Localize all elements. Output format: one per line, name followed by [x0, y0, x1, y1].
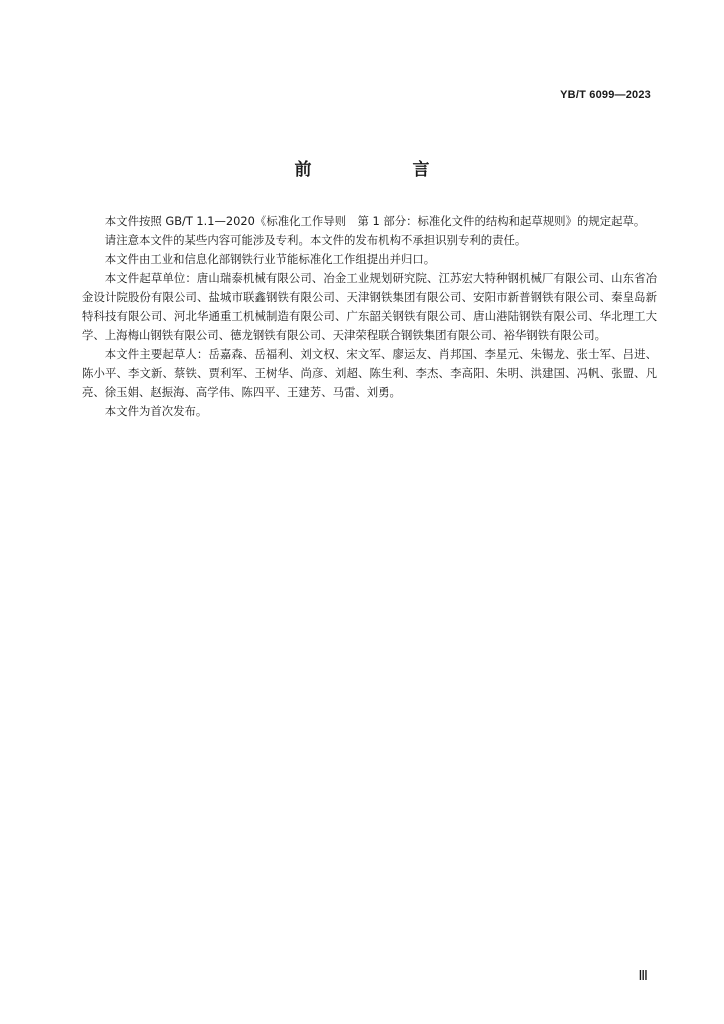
paragraph-patent-notice: 请注意本文件的某些内容可能涉及专利。本文件的发布机构不承担识别专利的责任。	[104, 233, 527, 247]
paragraph-proposer: 本文件由工业和信息化部钢铁行业节能标准化工作组提出并归口。	[104, 252, 436, 266]
paragraph-drafting-units: 本文件起草单位：唐山瑞泰机械有限公司、冶金工业规划研究院、江苏宏大特种钢机械厂有限公司、山东省冶金设计院股份有限公司、盐城市联鑫钢铁有限公司、天津钢铁集团有限公司、安阳市新普钢铁有限公司、秦皇岛新特科技有限公司、河北华通重工机械制造有限公司、广东韶关钢铁有限公司、唐山港陆钢铁有限公司、华北理工大学、上海梅山钢铁有限公司、德龙钢铁有限公司、天津荣程联合钢铁集团有限公司、裕华钢铁有限公司。	[82, 271, 657, 342]
page-number: Ⅲ	[638, 969, 648, 984]
paragraph-drafting-rules: 本文件按照 GB/T 1.1—2020《标准化工作导则 第 1 部分：标准化文件的结构和起草规则》的规定起草。	[104, 214, 646, 228]
paragraph-drafters: 本文件主要起草人：岳嘉森、岳福利、刘文权、宋文军、廖运友、肖邦国、李星元、朱锡龙、张士军、吕进、陈小平、李文新、蔡铁、贾利军、王树华、尚彦、刘超、陈生利、李杰、李高阳、朱明、洪建国、冯帆、张盟、凡亮、徐玉娟、赵振海、高学伟、陈四平、王建芳、马雷、刘勇。	[82, 347, 657, 399]
page-title: 前 言	[294, 160, 472, 180]
paragraph-first-release: 本文件为首次发布。	[104, 404, 208, 418]
standard-code: YB/T 6099—2023	[560, 89, 651, 101]
foreword-body	[82, 212, 657, 421]
